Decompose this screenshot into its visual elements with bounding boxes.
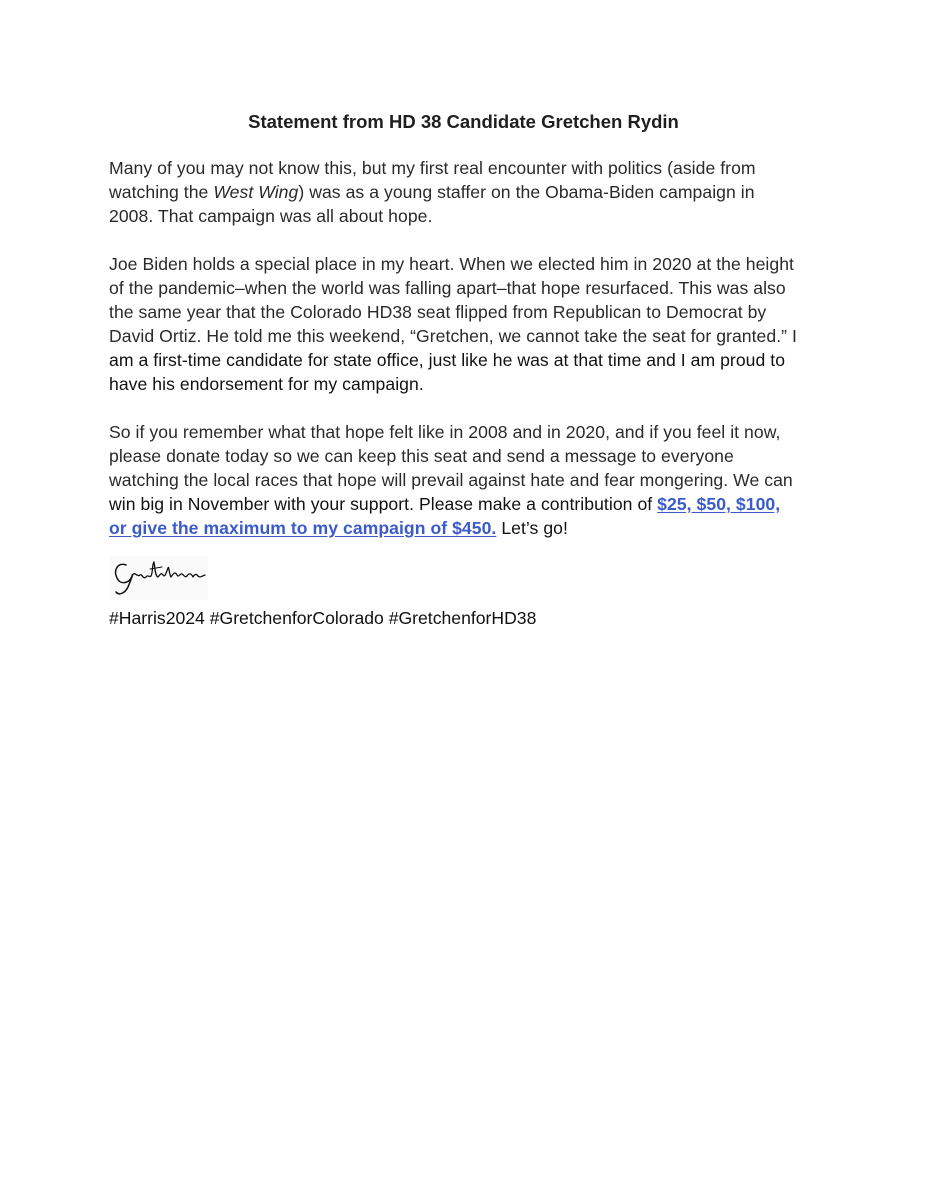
paragraph-line: [109, 180, 809, 204]
text-segment: Let’s go!: [496, 518, 568, 538]
paragraph-line: [109, 468, 809, 492]
paragraph-line: please donate today so we can keep this seat and send a message to everyone: [109, 446, 734, 466]
text-segment: watching the local races that hope will prevail against hate and fear mongering. We can: [109, 470, 793, 490]
paragraph-line: of the pandemic–when the world was falling apart–that hope resurfaced. This was also: [109, 278, 786, 298]
donate-amounts-link[interactable]: $25, $50, $100,: [657, 494, 781, 514]
paragraph-intro: [109, 156, 809, 228]
statement-title: Statement from HD 38 Candidate Gretchen Rydin: [248, 111, 679, 132]
paragraph-line: David Ortiz. He told me this weekend, “Gretchen, we cannot take the seat for granted.” I: [109, 326, 797, 346]
paragraph-line: So if you remember what that hope felt like in 2008 and in 2020, and if you feel it now,: [109, 422, 781, 442]
paragraph-line: [109, 492, 809, 516]
text-segment: win big in November with your support. Please make a contribution of: [109, 494, 658, 514]
paragraph-line: Many of you may not know this, but my first real encounter with politics (aside from: [109, 158, 756, 178]
donate-maximum-link[interactable]: or give the maximum to my campaign of $450.: [109, 518, 497, 538]
paragraph-donate: [109, 420, 809, 540]
hashtags: #Harris2024 #GretchenforColorado #GretchenforHD38: [109, 608, 537, 628]
paragraph-line: am a first-time candidate for state office, just like he was at that time and I am proud to: [109, 350, 786, 370]
text-segment: ) was as a young staffer on the Obama-Biden campaign in: [298, 182, 755, 202]
handwritten-signature: [110, 556, 208, 600]
paragraph-line: have his endorsement for my campaign.: [109, 374, 424, 394]
paragraph-biden: [109, 252, 809, 396]
paragraph-line: 2008. That campaign was all about hope.: [109, 206, 433, 226]
paragraph-line: the same year that the Colorado HD38 seat flipped from Republican to Democrat by: [109, 302, 767, 322]
text-segment: watching the: [109, 182, 214, 202]
paragraph-line: [109, 516, 809, 540]
show-title-italic: West Wing: [213, 182, 299, 202]
paragraph-line: Joe Biden holds a special place in my heart. When we elected him in 2020 at the height: [109, 254, 795, 274]
